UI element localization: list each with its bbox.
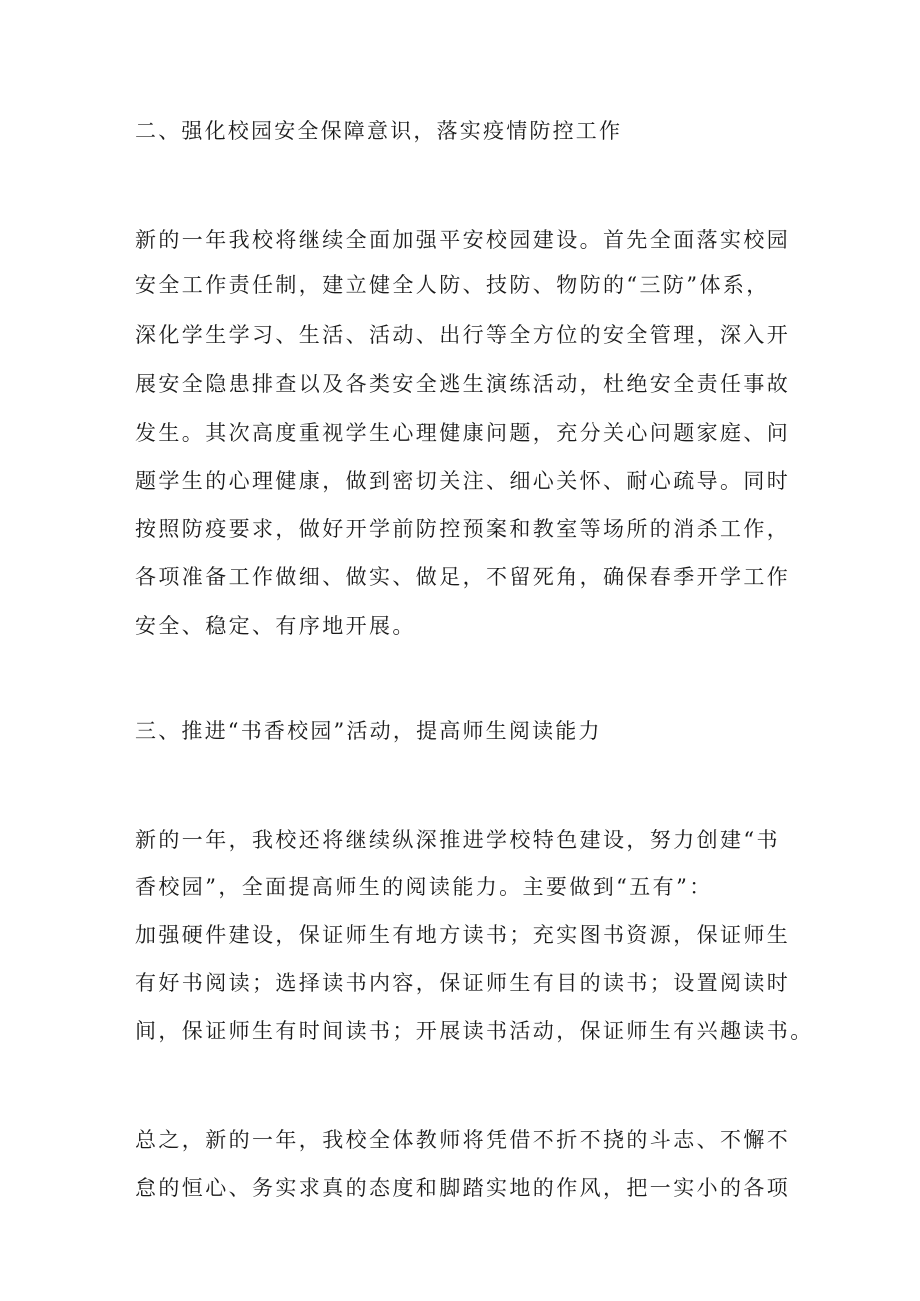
paragraph-line: 有好书阅读；选择读书内容，保证师生有目的读书；设置阅读时: [135, 971, 791, 995]
paragraph-line: 香校园”，全面提高师生的阅读能力。主要做到“五有”：: [135, 875, 713, 899]
paragraph-line: 怠的恒心、务实求真的态度和脚踏实地的作风，把一实小的各项: [135, 1176, 791, 1200]
paragraph-line: 展安全隐患排查以及各类安全逃生演练活动，杜绝安全责任事故: [135, 372, 791, 396]
paragraph-line: 题学生的心理健康，做到密切关注、细心关怀、耐心疏导。同时: [135, 469, 791, 493]
paragraph-line: 安全工作责任制，建立健全人防、技防、物防的“三防”体系，: [135, 273, 770, 297]
paragraph-line: 新的一年，我校还将继续纵深推进学校特色建设，努力创建“书: [135, 828, 780, 852]
section-3-heading: 三、推进“书香校园”活动，提高师生阅读能力: [135, 719, 602, 743]
paragraph-line: 新的一年我校将继续全面加强平安校园建设。首先全面落实校园: [135, 228, 791, 252]
paragraph-line: 发生。其次高度重视学生心理健康问题，充分关心问题家庭、问: [135, 421, 791, 445]
paragraph-line: 各项准备工作做细、做实、做足，不留死角，确保春季开学工作: [135, 565, 791, 589]
paragraph-line: 间，保证师生有时间读书；开展读书活动，保证师生有兴趣读书。: [135, 1019, 814, 1043]
paragraph-line: 按照防疫要求，做好开学前防控预案和教室等场所的消杀工作，: [135, 517, 791, 541]
section-2-heading: 二、强化校园安全保障意识，落实疫情防控工作: [135, 119, 623, 143]
paragraph-line: 加强硬件建设，保证师生有地方读书；充实图书资源，保证师生: [135, 923, 791, 947]
paragraph-line: 深化学生学习、生活、活动、出行等全方位的安全管理，深入开: [135, 323, 791, 347]
paragraph-line: 安全、稳定、有序地开展。: [135, 614, 416, 638]
paragraph-line: 总之，新的一年，我校全体教师将凭借不折不挠的斗志、不懈不: [135, 1128, 791, 1152]
